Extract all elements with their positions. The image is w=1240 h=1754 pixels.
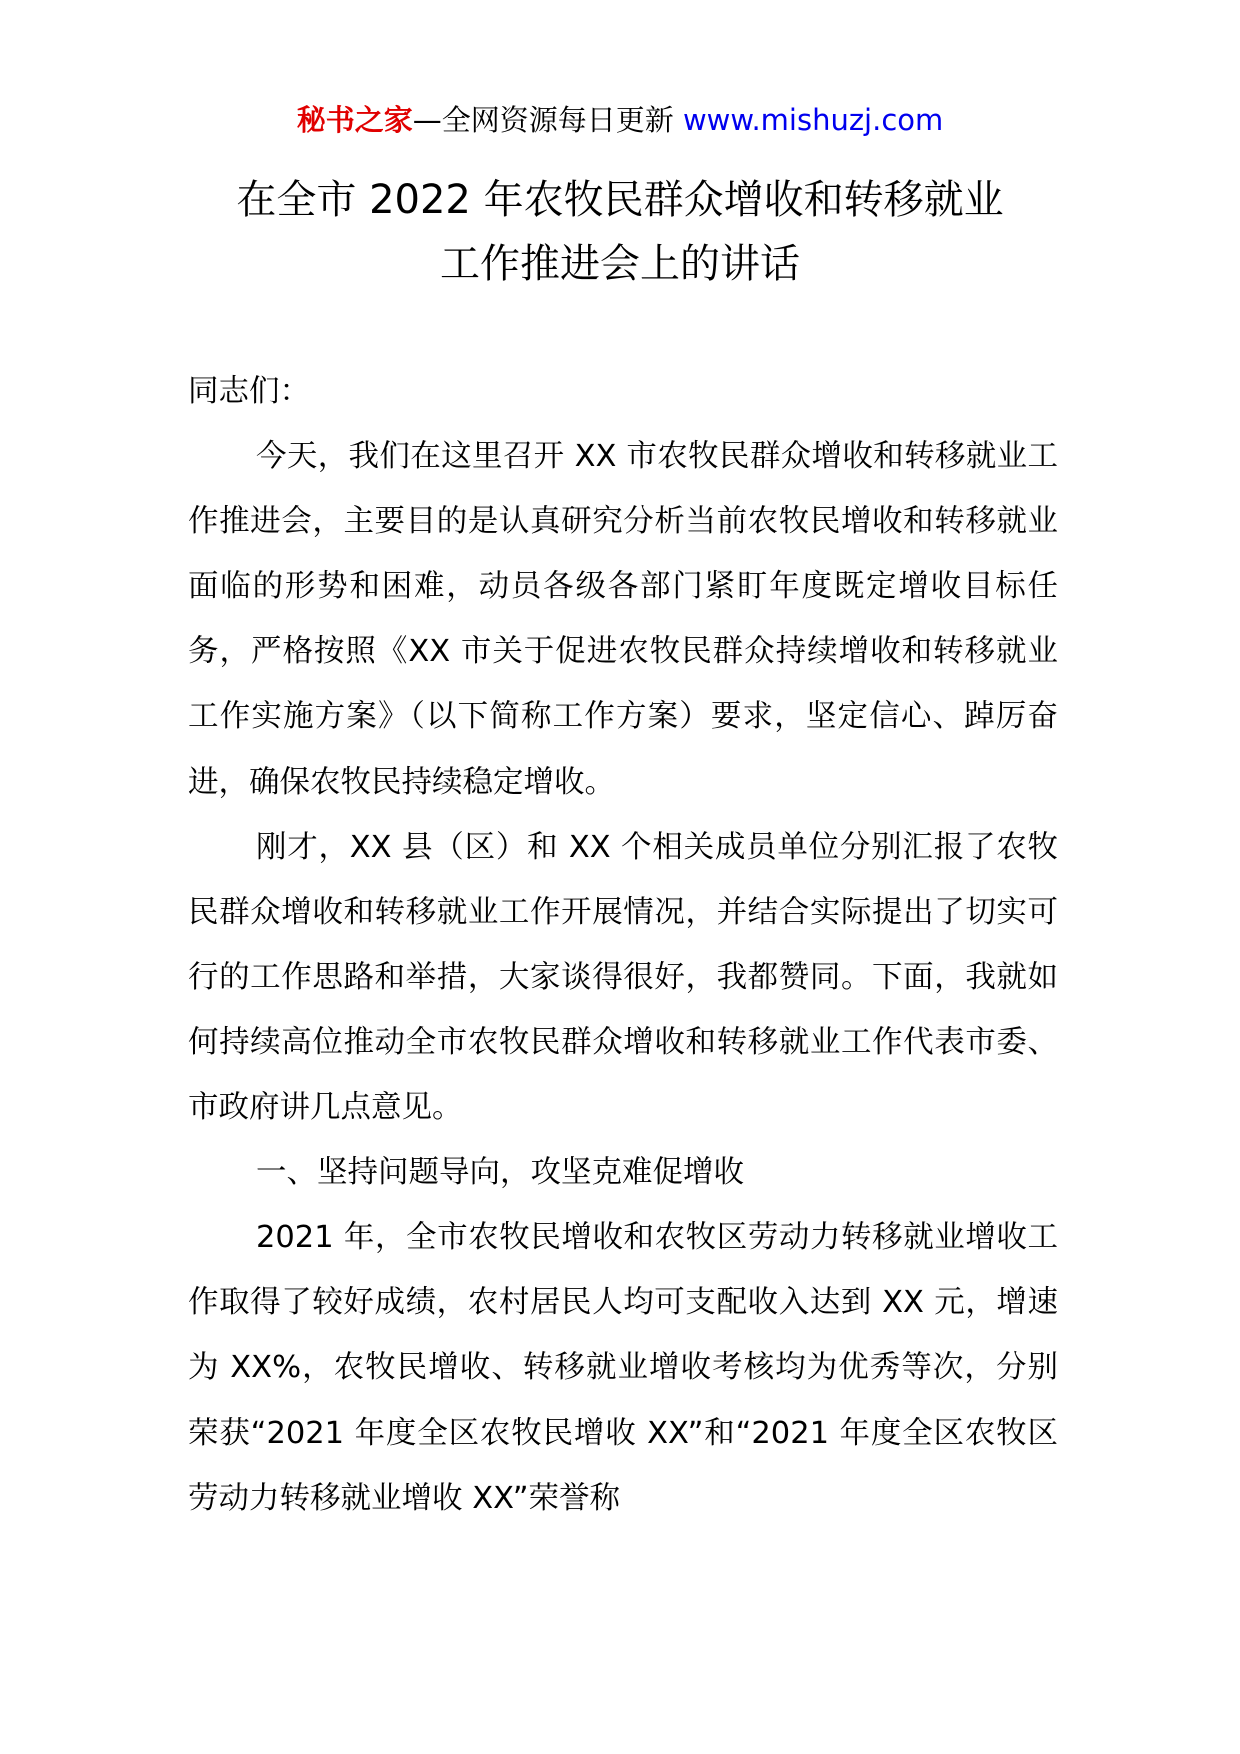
title-line-2: 工作推进会上的讲话 bbox=[440, 241, 800, 287]
title-line-1: 在全市 2022 年农牧民群众增收和转移就业 bbox=[236, 177, 1004, 223]
site-url-link[interactable]: www.mishuzj.com bbox=[682, 103, 944, 137]
site-slogan: —全网资源每日更新 bbox=[412, 103, 674, 137]
paragraph-2021-results: 2021 年，全市农牧民增收和农牧区劳动力转移就业增收工作取得了较好成绩，农村居民人均可支配收入达到 XX 元，增速为 XX%，农牧民增收、转移就业增收考核均为优秀等次，分别荣获“2021 年度全区农牧民增收 XX”和“2021 年度全区农牧区劳动力转移就业增收 XX”荣誉称 bbox=[188, 1220, 1058, 1516]
document-title bbox=[150, 168, 1090, 296]
site-brand: 秘书之家 bbox=[296, 103, 413, 137]
document-body bbox=[188, 359, 1058, 1531]
paragraph-intro: 今天，我们在这里召开 XX 市农牧民群众增收和转移就业工作推进会，主要目的是认真研究分析当前农牧民增收和转移就业面临的形势和困难，动员各级各部门紧盯年度既定增收目标任务，严格按照《XX 市关于促进农牧民群众持续增收和转移就业工作实施方案》（以下简称工作方案）要求，坚定信心、踔厉奋进，确保农牧民持续稳定增收。 bbox=[188, 439, 1058, 800]
paragraph-reports: 刚才，XX 县（区）和 XX 个相关成员单位分别汇报了农牧民群众增收和转移就业工作开展情况，并结合实际提出了切实可行的工作思路和举措，大家谈得很好，我都赞同。下面，我就如何持续高位推动全市农牧民群众增收和转移就业工作代表市委、市政府讲几点意见。 bbox=[188, 829, 1058, 1126]
salutation: 同志们： bbox=[188, 374, 310, 409]
site-header bbox=[0, 100, 1240, 140]
section-heading-1: 一、坚持问题导向，攻坚克难促增收 bbox=[256, 1155, 744, 1191]
